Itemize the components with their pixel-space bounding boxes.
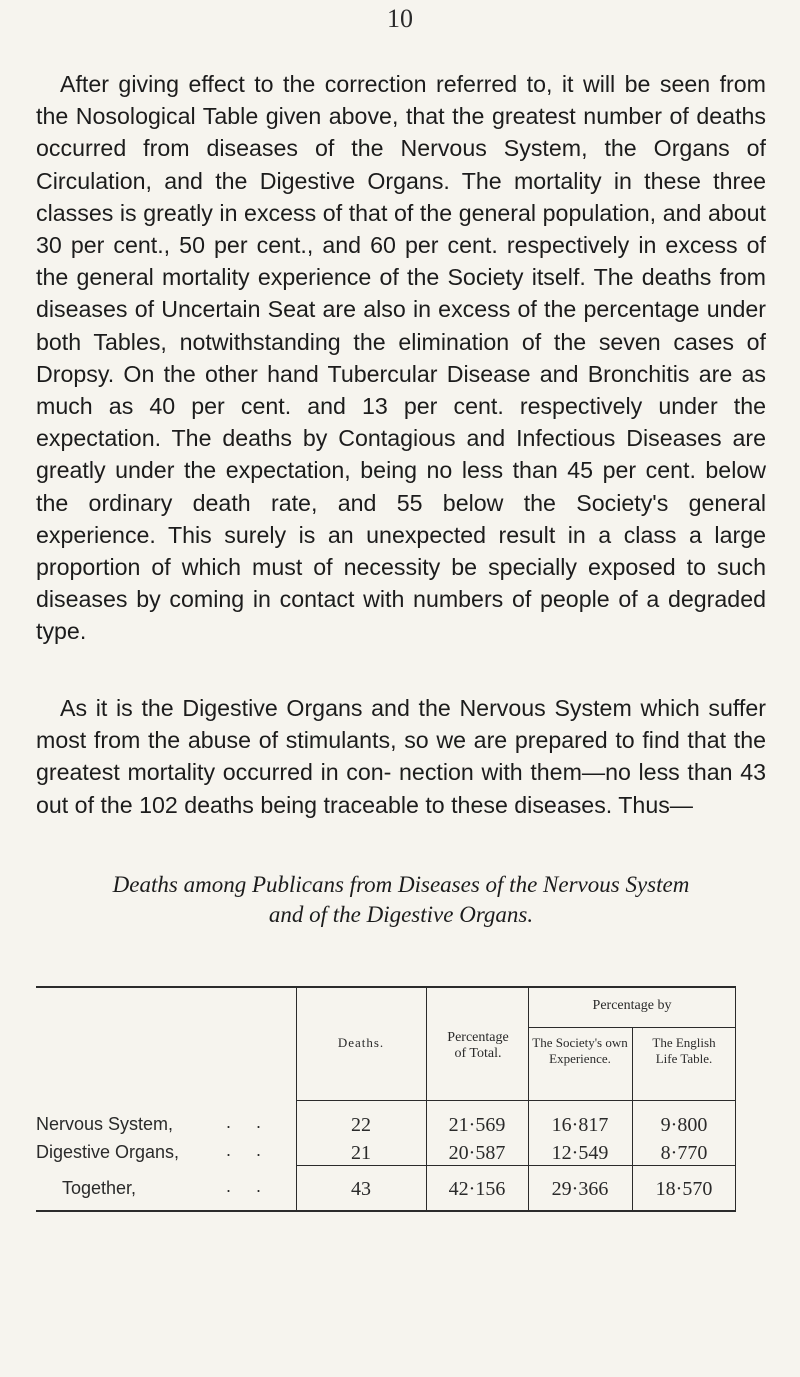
table-top-rule — [36, 986, 736, 988]
row-dots: . . — [226, 1176, 272, 1196]
table-title-line-2: and of the Digestive Organs. — [268, 902, 534, 927]
header-deaths: Deaths. — [337, 1035, 385, 1050]
col-divider-right — [735, 986, 736, 1210]
table-title — [36, 870, 766, 930]
row-dots: . . — [226, 1112, 272, 1132]
header-english-life-table: The English Life Table. — [652, 1035, 716, 1066]
row-label-digestive-organs: Digestive Organs, — [36, 1142, 180, 1162]
together-top-rule — [296, 1165, 736, 1166]
row-dots: . . — [226, 1140, 272, 1160]
table-title-line-1: Deaths among Publicans from Diseases of the Nervous System — [112, 872, 690, 897]
col-divider-2 — [426, 986, 427, 1210]
paragraph-1 — [36, 68, 766, 648]
cell-pct-total: 21·569 — [448, 1114, 506, 1136]
page-number: 10 — [387, 4, 413, 33]
paragraph-1-text: After giving effect to the correction referred to, it will be seen from the Nosological Table given above, that the greatest number of deaths occurred from diseases of the Nervous System, the Organs of Circulation, and the Digestive Organs. The mortality in these three classes is greatly in excess of that of the general population, and about 30 per cent., 50 per cent., and 60 per cent. respectively in excess of the general mortality experience of the Society itself. The deaths from diseases of Uncertain Seat are also in excess of the percentage under both Tables, notwithstanding the elimination of the seven cases of Dropsy. On the other hand Tubercular Disease and Bronchitis are as much as 40 per cent. and 13 per cent. respectively under the expectation. The deaths by Contagious and Infectious Diseases are greatly under the expectation, being no less than 45 per cent. below the ordinary death rate, and 55 below the Society's general experience. This surely is an unexpected result in a class a large proportion of which must of necessity be specially exposed to such diseases by coming in contact with numbers of people of a degraded type. — [36, 71, 766, 645]
cell-deaths: 21 — [351, 1142, 371, 1164]
cell-english: 8·770 — [660, 1142, 708, 1164]
cell-english: 9·800 — [660, 1114, 708, 1136]
header-percentage-by: Percentage by — [592, 998, 672, 1013]
paragraph-2 — [36, 692, 766, 821]
cell-society: 12·549 — [551, 1142, 609, 1164]
cell-english: 18·570 — [655, 1178, 713, 1200]
col-divider-3 — [528, 986, 529, 1210]
header-percentage-total: Percentage of Total. — [447, 1030, 509, 1061]
cell-deaths: 43 — [351, 1178, 371, 1200]
cell-society: 16·817 — [551, 1114, 609, 1136]
row-label-together: Together, — [62, 1178, 137, 1198]
col-divider-1 — [296, 986, 297, 1210]
cell-society: 29·366 — [551, 1178, 609, 1200]
table-bottom-rule — [36, 1210, 736, 1212]
cell-pct-total: 42·156 — [448, 1178, 506, 1200]
cell-deaths: 22 — [351, 1114, 371, 1136]
header-bottom-rule — [296, 1100, 736, 1101]
header-society-experience: The Society's own Experience. — [532, 1035, 628, 1066]
row-label-nervous-system: Nervous System, — [36, 1114, 174, 1134]
cell-pct-total: 20·587 — [448, 1142, 506, 1164]
paragraph-2-text: As it is the Digestive Organs and the Nervous System which suffer most from the abuse of stimulants, so we are prepared to find that the greatest mortality occurred in con- nection with them—no less than 43 out of the 102 deaths being traceable to these diseases. Thus— — [36, 695, 766, 818]
